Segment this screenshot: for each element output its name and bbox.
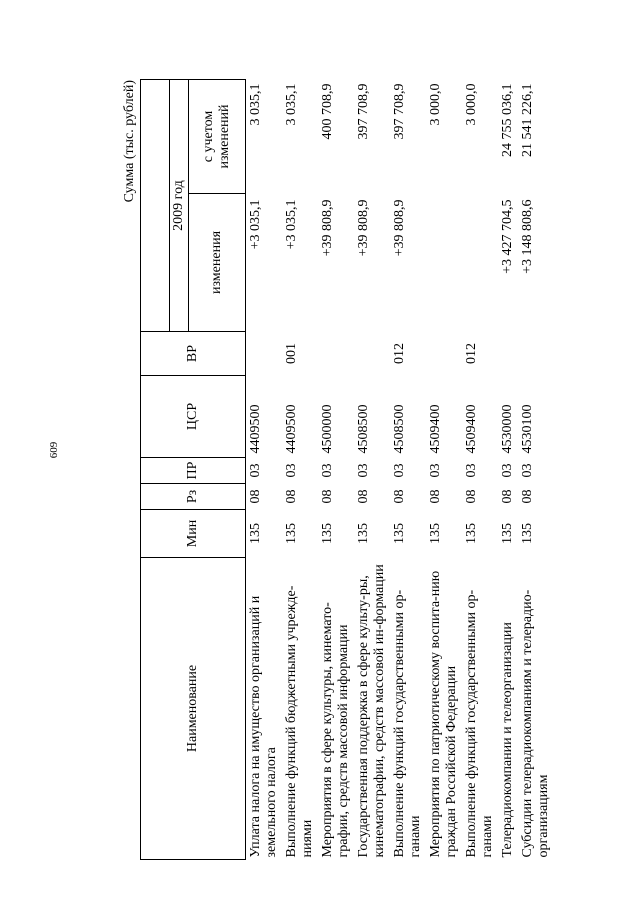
row-min: 135: [320, 523, 335, 544]
row-change: [462, 194, 498, 332]
row-rz: 08: [248, 489, 263, 504]
row-csr: 4530000: [500, 404, 515, 454]
row-min: 135: [392, 523, 407, 544]
row-csr: 4509400: [464, 404, 479, 454]
row-vr: [518, 332, 554, 376]
row-pr: 03: [428, 463, 443, 478]
header-rz: Рз: [141, 484, 246, 510]
row-vr: [246, 332, 283, 376]
row-change: [426, 194, 462, 332]
row-name: Выполнение функций государственными ор-ганами: [464, 589, 495, 858]
table-row: [498, 80, 518, 860]
row-pr: 03: [500, 463, 515, 478]
row-csr: 4508500: [392, 404, 407, 454]
row-total: 3 035,1: [248, 83, 263, 126]
row-total: 24 755 036,1: [500, 83, 515, 157]
row-total: 3 000,0: [428, 83, 443, 126]
row-min: 135: [356, 523, 371, 544]
row-rz: 08: [464, 489, 479, 504]
row-change: +3 427 704,5: [500, 199, 515, 274]
row-min: 135: [428, 523, 443, 544]
row-vr: [426, 332, 462, 376]
row-change: +3 148 808,6: [520, 199, 535, 274]
row-min: 135: [520, 523, 535, 544]
row-change: +39 808,9: [392, 199, 407, 257]
row-csr: 4508500: [356, 404, 371, 454]
header-year: 2009 год: [170, 80, 189, 332]
row-name: Субсидии телерадиокомпаниям и телерадио-организациям: [520, 589, 551, 858]
row-change: +39 808,9: [320, 199, 335, 257]
row-total: 397 708,9: [356, 83, 371, 140]
unit-caption: Сумма (тыс. рублей): [122, 80, 137, 203]
table-row: [282, 80, 318, 860]
row-vr: [354, 332, 390, 376]
row-total: 400 708,9: [320, 83, 335, 140]
row-csr: 4500000: [320, 404, 335, 454]
header-amount-group: [141, 80, 170, 332]
row-rz: 08: [500, 489, 515, 504]
row-rz: 08: [520, 489, 535, 504]
row-pr: 03: [392, 463, 407, 478]
header-with-changes: с учетом изменений: [189, 80, 246, 194]
row-min: 135: [464, 523, 479, 544]
row-rz: 08: [428, 489, 443, 504]
table-row: [390, 80, 426, 860]
row-csr: 4409500: [248, 404, 263, 454]
header-min: Мин: [141, 510, 246, 558]
row-vr: 012: [464, 343, 479, 364]
table-row: [354, 80, 390, 860]
row-csr: 4409500: [284, 404, 299, 454]
row-pr: 03: [248, 463, 263, 478]
budget-table: [140, 79, 554, 860]
row-name: Мероприятия по патриотическому воспита-нию граждан Российской Федерации: [428, 570, 459, 858]
row-pr: 03: [320, 463, 335, 478]
row-total: 21 541 226,1: [520, 83, 535, 157]
row-total: 397 708,9: [392, 83, 407, 140]
row-total: 3 000,0: [464, 83, 479, 126]
row-pr: 03: [520, 463, 535, 478]
row-csr: 4509400: [428, 404, 443, 454]
header-csr: ЦСР: [141, 376, 246, 458]
rotated-table-block: [120, 80, 551, 860]
row-rz: 08: [356, 489, 371, 504]
row-change: +3 035,1: [284, 199, 299, 250]
table-row: [426, 80, 462, 860]
row-pr: 03: [284, 463, 299, 478]
row-vr: [498, 332, 518, 376]
row-rz: 08: [284, 489, 299, 504]
row-vr: [318, 332, 354, 376]
row-change: +39 808,9: [356, 199, 371, 257]
row-name: Выполнение функций бюджетными учрежде-ниями: [284, 585, 315, 858]
table-row: [246, 80, 283, 860]
row-vr: 001: [284, 343, 299, 364]
table-row: [518, 80, 554, 860]
header-vr: ВР: [141, 332, 246, 376]
row-name: Государственная поддержка в сфере культу-ры, кинематографии, средств массовой ин-формации: [356, 564, 387, 858]
table-row: [318, 80, 354, 860]
row-pr: 03: [464, 463, 479, 478]
row-name: Телерадиокомпании и телеорганизации: [500, 622, 515, 858]
row-rz: 08: [392, 489, 407, 504]
row-min: 135: [284, 523, 299, 544]
header-changes: изменения: [189, 194, 246, 332]
row-vr: 012: [392, 343, 407, 364]
row-csr: 4530100: [520, 404, 535, 454]
row-rz: 08: [320, 489, 335, 504]
header-pr: ПР: [141, 458, 246, 484]
row-name: Уплата налога на имущество организаций и земельного налога: [248, 595, 279, 858]
table-row: [462, 80, 498, 860]
row-name: Выполнение функций государственными ор-ганами: [392, 589, 423, 858]
row-min: 135: [248, 523, 263, 544]
row-min: 135: [500, 523, 515, 544]
row-pr: 03: [356, 463, 371, 478]
page-number: 609: [48, 441, 60, 459]
row-total: 3 035,1: [284, 83, 299, 126]
header-name: Наименование: [141, 558, 246, 860]
row-change: +3 035,1: [248, 199, 263, 250]
row-name: Мероприятия в сфере культуры, кинемато-графии, средств массовой информации: [320, 602, 351, 858]
